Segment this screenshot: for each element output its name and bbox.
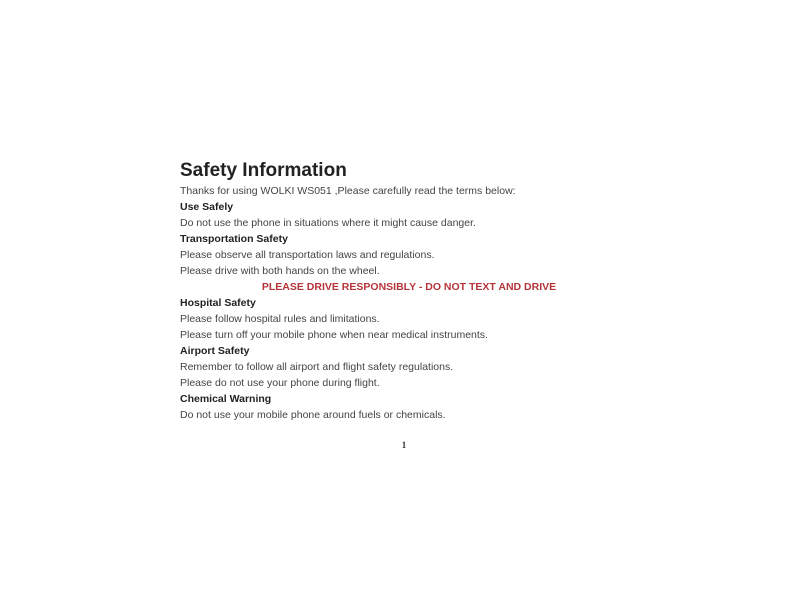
section-line: Remember to follow all airport and flight safety regulations.: [180, 361, 454, 373]
section-line: Please turn off your mobile phone when near medical instruments.: [180, 329, 488, 341]
page-title: Safety Information: [180, 160, 347, 181]
section-heading-use-safely: Use Safely: [180, 201, 234, 213]
section-heading-chemical-warning: Chemical Warning: [180, 393, 272, 405]
section-heading-transportation-safety: Transportation Safety: [180, 233, 288, 245]
section-line: Please observe all transportation laws and regulations.: [180, 249, 435, 261]
document-content: [180, 158, 640, 423]
driving-warning: PLEASE DRIVE RESPONSIBLY - DO NOT TEXT AND DRIVE: [261, 281, 557, 293]
section-line: Do not use the phone in situations where it might cause danger.: [180, 217, 476, 229]
section-line: Please drive with both hands on the wheel.: [180, 265, 380, 277]
section-line: Do not use your mobile phone around fuels or chemicals.: [180, 409, 446, 421]
section-heading-hospital-safety: Hospital Safety: [180, 297, 256, 309]
page-number: 1: [401, 440, 407, 450]
section-line: Please follow hospital rules and limitations.: [180, 313, 380, 325]
intro-text: Thanks for using WOLKI WS051 ,Please carefully read the terms below:: [180, 185, 516, 197]
section-line: Please do not use your phone during flight.: [180, 377, 380, 389]
section-heading-airport-safety: Airport Safety: [180, 345, 250, 357]
